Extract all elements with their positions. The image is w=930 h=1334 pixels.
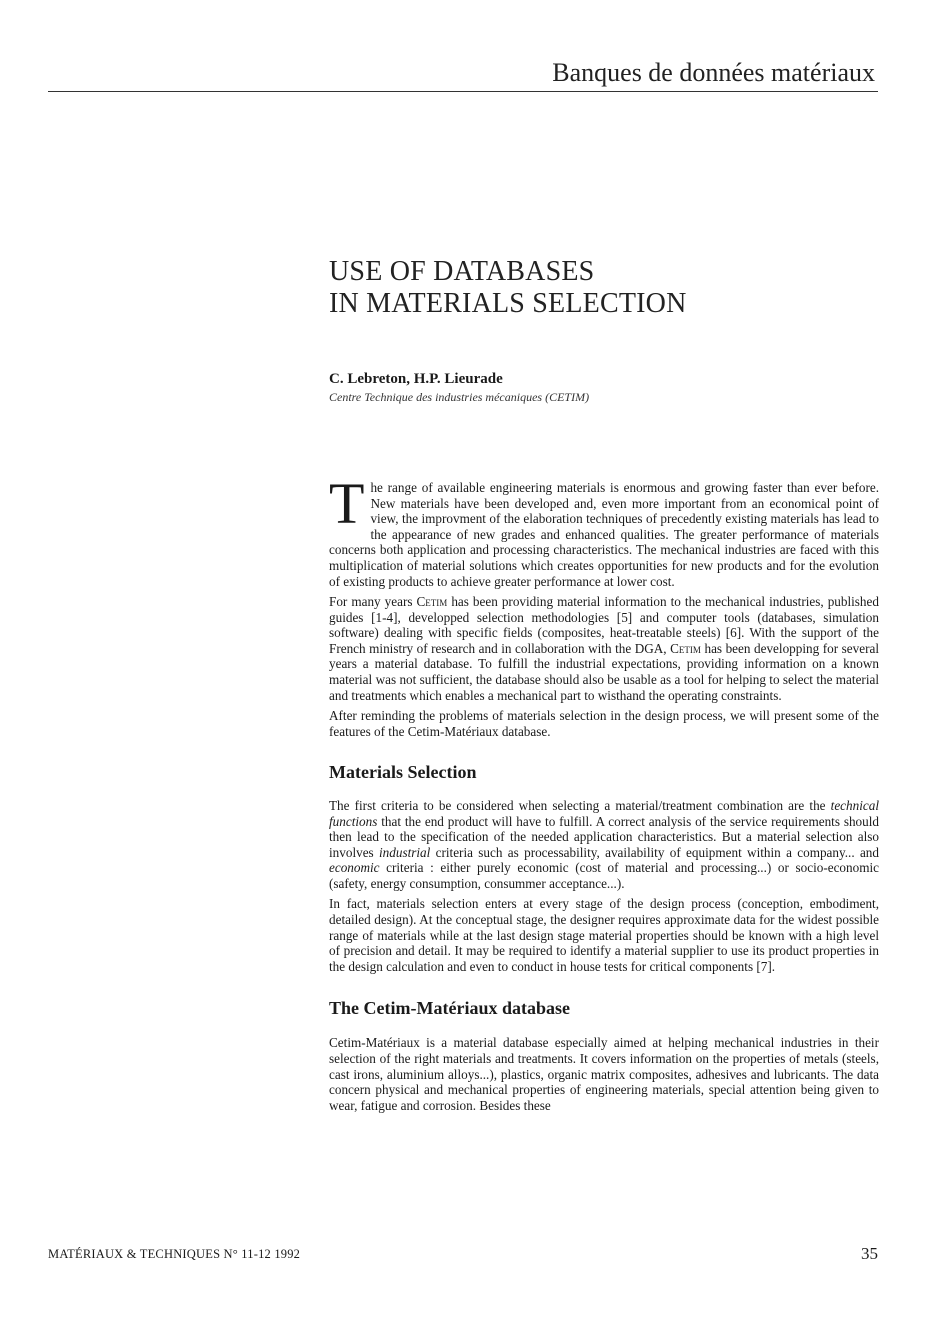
article-title-line-1: USE OF DATABASES bbox=[329, 256, 595, 287]
intro-paragraph bbox=[329, 471, 879, 589]
article-title-line-2: IN MATERIALS SELECTION bbox=[329, 288, 687, 319]
header-rule bbox=[48, 91, 878, 92]
paragraph-outline: After reminding the problems of materials selection in the design process, we will present some of the features of the Cetim-Matériaux database. bbox=[329, 707, 879, 739]
paragraph-cetim-database: Cetim-Matériaux is a material database especially aimed at helping mechanical industries in their selection of the right materials and treatments. It covers information on the properties of metals (steels, cast irons, aluminium alloys...), plastics, organic matrix composites, adhesives and lubricants. The data concern physical and mechanical properties of engineering materials, special attention being given to wear, fatigue and corrosion. Besides these bbox=[329, 1035, 879, 1113]
emphasis-industrial: industrial bbox=[379, 844, 431, 860]
running-header-title: Banques de données matériaux bbox=[552, 58, 875, 87]
article-affiliation: Centre Technique des industries mécaniques (CETIM) bbox=[329, 390, 590, 404]
emphasis-technical-functions: technical functions bbox=[329, 798, 879, 829]
text-run: For many years bbox=[329, 593, 417, 609]
text-run: has been developping for several years a material database. To fulfill the industrial expectations, providing information on a known material was not sufficient, the database should also be usable as a tool for helping to select the material and treatments which enables a mechanical part to wisthand the operating constraints. bbox=[329, 640, 879, 703]
intro-text: he range of available engineering materials is enormous and growing faster than ever before. New materials have been developed and, even more important from an economical point of view, the improvment of the elaboration techniques of precedently existing materials has lead to the appearance of new grades and enhanced qualities. The greater performance of materials concerns both application and processing characteristics. The mechanical industries are faced with this multiplication of material solutions which creates opportunities for new products and for the evolution of existing products to achieve greater performance at lower cost. bbox=[329, 480, 879, 589]
paragraph-design-stages: In fact, materials selection enters at every stage of the design process (conception, embodiment, detailed design). At the conceptual stage, the designer requires approximate data for the widest possible range of materials while at the last design stage material properties should be known with a high level of precision and detail. It may be required to identify a material supplier to use its product properties in the design calculation and even to conduct in house tests for critical components [7]. bbox=[329, 896, 879, 974]
text-run: that the end product will have to fulfill. A correct analysis of the service requirements should then lead to the specification of the needed application characteristics. But a material selection also involves bbox=[329, 813, 879, 860]
text-run: criteria : either purely economic (cost of material and processing...) or socio-economic (safety, energy consumption, consummer acceptance...). bbox=[329, 860, 879, 892]
page-number: 35 bbox=[861, 1244, 878, 1263]
paragraph-criteria bbox=[329, 798, 879, 892]
heading-materials-selection: Materials Selection bbox=[329, 762, 477, 783]
text-run: criteria such as processability, availability of equipment within a company... and bbox=[430, 844, 879, 860]
article-body bbox=[329, 471, 879, 1118]
article-authors: C. Lebreton, H.P. Lieurade bbox=[329, 371, 503, 387]
cetim-smallcaps: Cetim bbox=[670, 640, 701, 656]
text-run: The first criteria to be considered when selecting a material/treatment combination are the bbox=[329, 798, 831, 814]
heading-cetim-database: The Cetim-Matériaux database bbox=[329, 998, 570, 1019]
emphasis-economic: economic bbox=[329, 860, 380, 876]
cetim-smallcaps: Cetim bbox=[416, 593, 448, 609]
text-run: has been providing material information to the mechanical industries, published guides [1-4], developped selection methodologies [5] and computer tools (databases, simulation software) dealing with specific fields (composites, heat-treatable steels) [6]. With the support of the French ministry of research and in collaboration with the DGA, bbox=[329, 593, 879, 656]
article-title bbox=[329, 256, 687, 320]
footer-journal-citation: MATÉRIAUX & TECHNIQUES N° 11-12 1992 bbox=[48, 1247, 301, 1261]
drop-cap: T bbox=[329, 471, 365, 536]
paragraph-cetim-history bbox=[329, 594, 879, 703]
